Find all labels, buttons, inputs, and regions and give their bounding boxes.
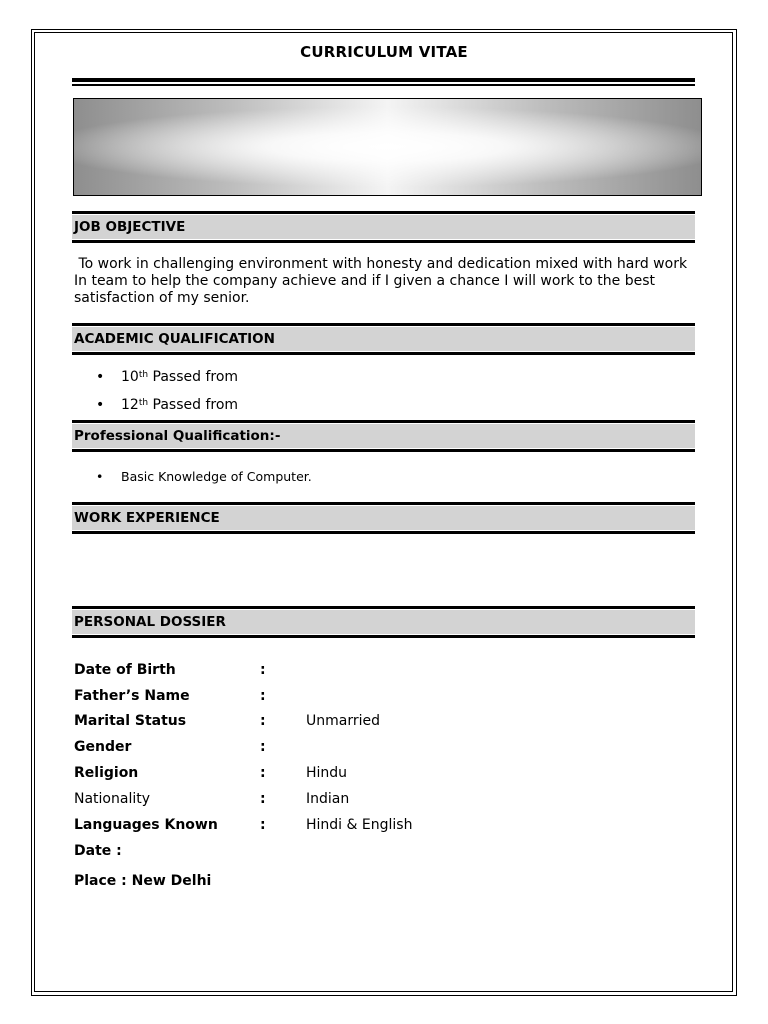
section-title: JOB OBJECTIVE <box>74 219 186 235</box>
section-rule-top <box>72 606 695 609</box>
section-personal-dossier <box>72 606 695 638</box>
bullet-icon: • <box>96 369 105 385</box>
dossier-colon: : <box>260 662 266 678</box>
section-work-experience <box>72 502 695 534</box>
dossier-row-gender <box>74 739 694 757</box>
section-rule-top <box>72 323 695 326</box>
title-divider <box>72 78 695 82</box>
dossier-colon: : <box>260 739 266 755</box>
dossier-label: Date of Birth <box>74 662 176 678</box>
bullet-icon: • <box>96 397 105 413</box>
dossier-row-marital <box>74 713 694 731</box>
dossier-label: Nationality <box>74 791 151 807</box>
dossier-label: Languages Known <box>74 817 218 833</box>
section-title: PERSONAL DOSSIER <box>74 614 226 630</box>
section-title: WORK EXPERIENCE <box>74 510 220 526</box>
footer-date: Date : <box>74 843 122 859</box>
objective-line-2: In team to help the company achieve and if I given a chance I will work to the best <box>74 273 655 289</box>
section-rule-bottom <box>72 449 695 452</box>
dossier-value: Unmarried <box>306 713 380 729</box>
section-title: Professional Qualification:- <box>74 428 281 444</box>
section-professional <box>72 420 695 452</box>
dossier-colon: : <box>260 765 266 781</box>
professional-item-text: Basic Knowledge of Computer. <box>121 469 312 484</box>
section-rule-bottom <box>72 352 695 355</box>
dossier-row-languages <box>74 817 694 835</box>
section-rule-bottom <box>72 240 695 243</box>
dossier-label: Father’s Name <box>74 688 190 704</box>
objective-line-1: To work in challenging environment with honesty and dedication mixed with hard work <box>74 256 688 272</box>
dossier-colon: : <box>260 713 266 729</box>
section-rule-bottom <box>72 635 695 638</box>
dossier-colon: : <box>260 688 266 704</box>
section-job-objective <box>72 211 695 243</box>
dossier-label: Religion <box>74 765 139 781</box>
footer-place: Place : New Delhi <box>74 873 212 889</box>
dossier-row-father <box>74 688 694 706</box>
dossier-row-religion <box>74 765 694 783</box>
section-rule-top <box>72 502 695 505</box>
section-academic <box>72 323 695 355</box>
academic-item-text: 10th Passed from <box>121 369 239 385</box>
document-title: CURRICULUM VITAE <box>300 43 468 61</box>
dossier-colon: : <box>260 791 266 807</box>
dossier-row-dob <box>74 662 694 680</box>
dossier-value: Hindi & English <box>306 817 413 833</box>
title-divider-thin <box>72 84 695 86</box>
dossier-value: Hindu <box>306 765 348 781</box>
section-title: ACADEMIC QUALIFICATION <box>74 331 275 347</box>
academic-item-text: 12th Passed from <box>121 397 239 413</box>
dossier-label: Marital Status <box>74 713 187 729</box>
objective-line-3: satisfaction of my senior. <box>74 290 250 306</box>
section-rule-bottom <box>72 531 695 534</box>
dossier-value: Indian <box>306 791 350 807</box>
header-banner <box>73 98 702 196</box>
bullet-icon: • <box>96 469 104 484</box>
section-rule-top <box>72 420 695 423</box>
section-rule-top <box>72 211 695 214</box>
dossier-colon: : <box>260 817 266 833</box>
dossier-row-nationality <box>74 791 694 809</box>
dossier-label: Gender <box>74 739 132 755</box>
